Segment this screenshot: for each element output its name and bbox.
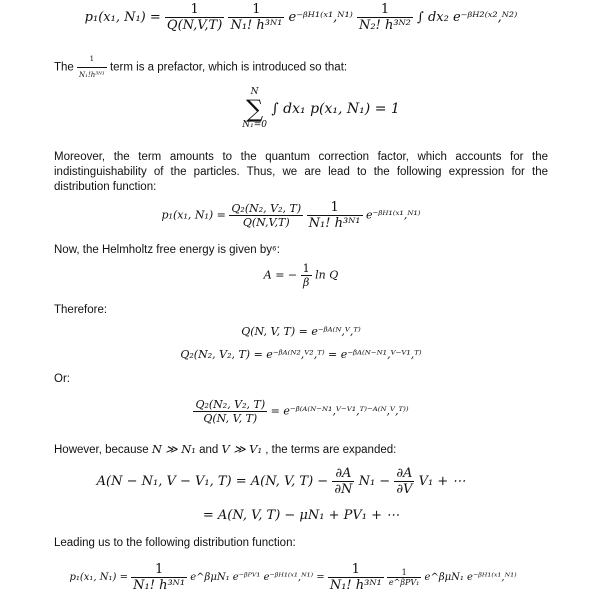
- equation-9: [0, 562, 594, 593]
- equation-6: Q₂(N₂, V₂, T) = e⁻ᵝᴬ⁽ᴺ²,ⱽ²,ᵀ⁾ = e⁻ᵝᴬ⁽ᴺ⁻ᴺ¹,ⱽ⁻ⱽ¹,ᵀ⁾: [180, 348, 422, 361]
- eq8-frac2-den: ∂V: [396, 482, 413, 497]
- eq1-exp1: e⁻ᵝᴴ¹⁽ˣ¹,ᴺ¹⁾: [288, 10, 353, 25]
- eq9-frac1-num: 1: [131, 562, 187, 578]
- eq8-frac1-num: ∂A: [332, 466, 354, 482]
- equation-1: [0, 2, 602, 33]
- equation-3: [0, 200, 592, 231]
- eq7-fraction: [193, 398, 267, 425]
- eq1-fraction-2: [228, 2, 284, 33]
- eq9-frac2-num: 1: [328, 562, 384, 578]
- eq2-body: ∫ dx₁ p(x₁, N₁) = 1: [271, 101, 400, 117]
- eq8-frac1-den: ∂N: [334, 482, 353, 497]
- eq1-frac1-num: 1: [165, 2, 224, 18]
- eq7-rhs: = e⁻ᵝ⁽ᴬ⁽ᴺ⁻ᴺ¹,ⱽ⁻ⱽ¹,ᵀ⁾⁻ᴬ⁽ᴺ,ⱽ,ᵀ⁾⁾: [270, 404, 409, 418]
- eq1-frac3-num: 1: [357, 2, 413, 18]
- eq8-fraction-1: [332, 466, 354, 497]
- paragraph-or: Or:: [54, 373, 70, 385]
- eq9-frac1-den: N₁! h³ᴺ¹: [133, 578, 186, 593]
- equation-5: Q(N, V, T) = e⁻ᵝᴬ⁽ᴺ,ⱽ,ᵀ⁾: [241, 325, 361, 338]
- t1-fraction: [77, 52, 107, 83]
- eq7-frac-num: Q₂(N₂, V₂, T): [195, 398, 266, 411]
- eq9-fraction-3: [387, 568, 421, 587]
- eq9-fraction-1: [131, 562, 187, 593]
- eq3-fraction-2: [307, 200, 363, 231]
- paragraph-quantum-correction: Moreover, the term amounts to the quantum correction factor, which accounts for the indistinguishability of the particles. Thus, we are lead to the following expression for the distribution function:: [54, 151, 548, 193]
- eq1-lhs: p₁(x₁, N₁) =: [84, 10, 165, 25]
- paragraph-helmholtz: Now, the Helmholtz free energy is given by⁶:: [54, 244, 280, 256]
- eq1-frac3-den: N₂! h³ᴺ²: [359, 18, 411, 33]
- paragraph-therefore: Therefore:: [54, 304, 108, 316]
- equation-2-normalization: [20, 88, 602, 130]
- sum-top: N: [250, 87, 259, 97]
- equation-8-line-1: [0, 466, 582, 497]
- eq1-frac1-den: Q(N,V,T): [166, 18, 223, 33]
- sum-bottom: N₁=0: [242, 120, 267, 130]
- eq8-end: V₁ + ⋯: [418, 474, 466, 489]
- equation-8-line-2: = A(N, V, T) − μN₁ + PV₁ + ⋯: [202, 508, 400, 523]
- eq3-frac1-num: Q₂(N₂, V₂, T): [231, 202, 302, 215]
- eq3-lhs: p₁(x₁, N₁) =: [161, 208, 230, 222]
- eq1-integral: ∫ dx₂ e⁻ᵝᴴ²⁽ˣ²,ᴺ²⁾: [417, 10, 518, 25]
- sigma-icon: ∑: [246, 95, 264, 123]
- eq9-fraction-2: [328, 562, 384, 593]
- eq4-fraction: [301, 262, 312, 289]
- eq7-frac-den: Q(N, V, T): [203, 412, 258, 425]
- eq8-fraction-2: [394, 466, 414, 497]
- paragraph-distribution: Leading us to the following distribution function:: [54, 537, 296, 549]
- eq3-exp: e⁻ᵝᴴ¹⁽ˣ¹,ᴺ¹⁾: [366, 208, 421, 222]
- eq1-fraction-1: [165, 2, 224, 33]
- t6-b: and: [199, 444, 222, 456]
- t6-math-1: N ≫ N₁: [151, 442, 196, 456]
- t6-c: , the terms are expanded:: [265, 444, 397, 456]
- paragraph-prefactor: [54, 52, 548, 83]
- eq4-frac-num: 1: [302, 262, 310, 275]
- t1-pre: The: [54, 61, 78, 74]
- t1-frac-den: N₁!h³ᴺ¹: [79, 71, 105, 79]
- eq3-fraction-1: [229, 202, 303, 229]
- equation-7: [0, 398, 602, 425]
- summation: [242, 88, 267, 130]
- t1-post: term is a prefactor, which is introduced so that:: [109, 61, 348, 74]
- t6-math-2: V ≫ V₁: [221, 442, 263, 456]
- eq3-frac2-den: N₁! h³ᴺ¹: [308, 216, 361, 231]
- eq9-frac3-num: 1: [387, 568, 421, 578]
- eq4-rhs: ln Q: [315, 268, 339, 282]
- paragraph-expansion: [54, 442, 548, 458]
- t6-a: However, because: [54, 444, 152, 456]
- equation-4-helmholtz: [0, 262, 602, 289]
- eq8-frac2-num: ∂A: [396, 466, 413, 481]
- eq9-end: e^βμN₁ e⁻ᵝᴴ¹⁽ˣ¹,ᴺ¹⁾: [424, 572, 517, 583]
- eq8-line1-lhs: A(N − N₁, V − V₁, T) = A(N, V, T) −: [96, 474, 333, 489]
- t1-frac-num: 1: [77, 52, 107, 68]
- eq8-mid: N₁ −: [358, 474, 395, 489]
- eq1-frac2-num: 1: [228, 2, 284, 18]
- eq9-frac2-den: N₁! h³ᴺ¹: [329, 578, 382, 593]
- eq3-frac1-den: Q(N,V,T): [242, 216, 290, 229]
- eq9-mid: e^βμN₁ e⁻ᵝᴾⱽ¹ e⁻ᵝᴴ¹⁽ˣ¹,ᴺ¹⁾ =: [190, 572, 328, 583]
- eq9-frac3-den: e^βPV₁: [388, 578, 420, 587]
- eq3-frac2-num: 1: [307, 200, 363, 216]
- eq1-frac2-den: N₁! h³ᴺ¹: [230, 18, 283, 33]
- eq1-fraction-3: [357, 2, 413, 33]
- eq4-frac-den: β: [302, 276, 310, 289]
- eq9-lhs: p₁(x₁, N₁) =: [69, 572, 132, 583]
- eq4-lhs: A = −: [263, 268, 298, 282]
